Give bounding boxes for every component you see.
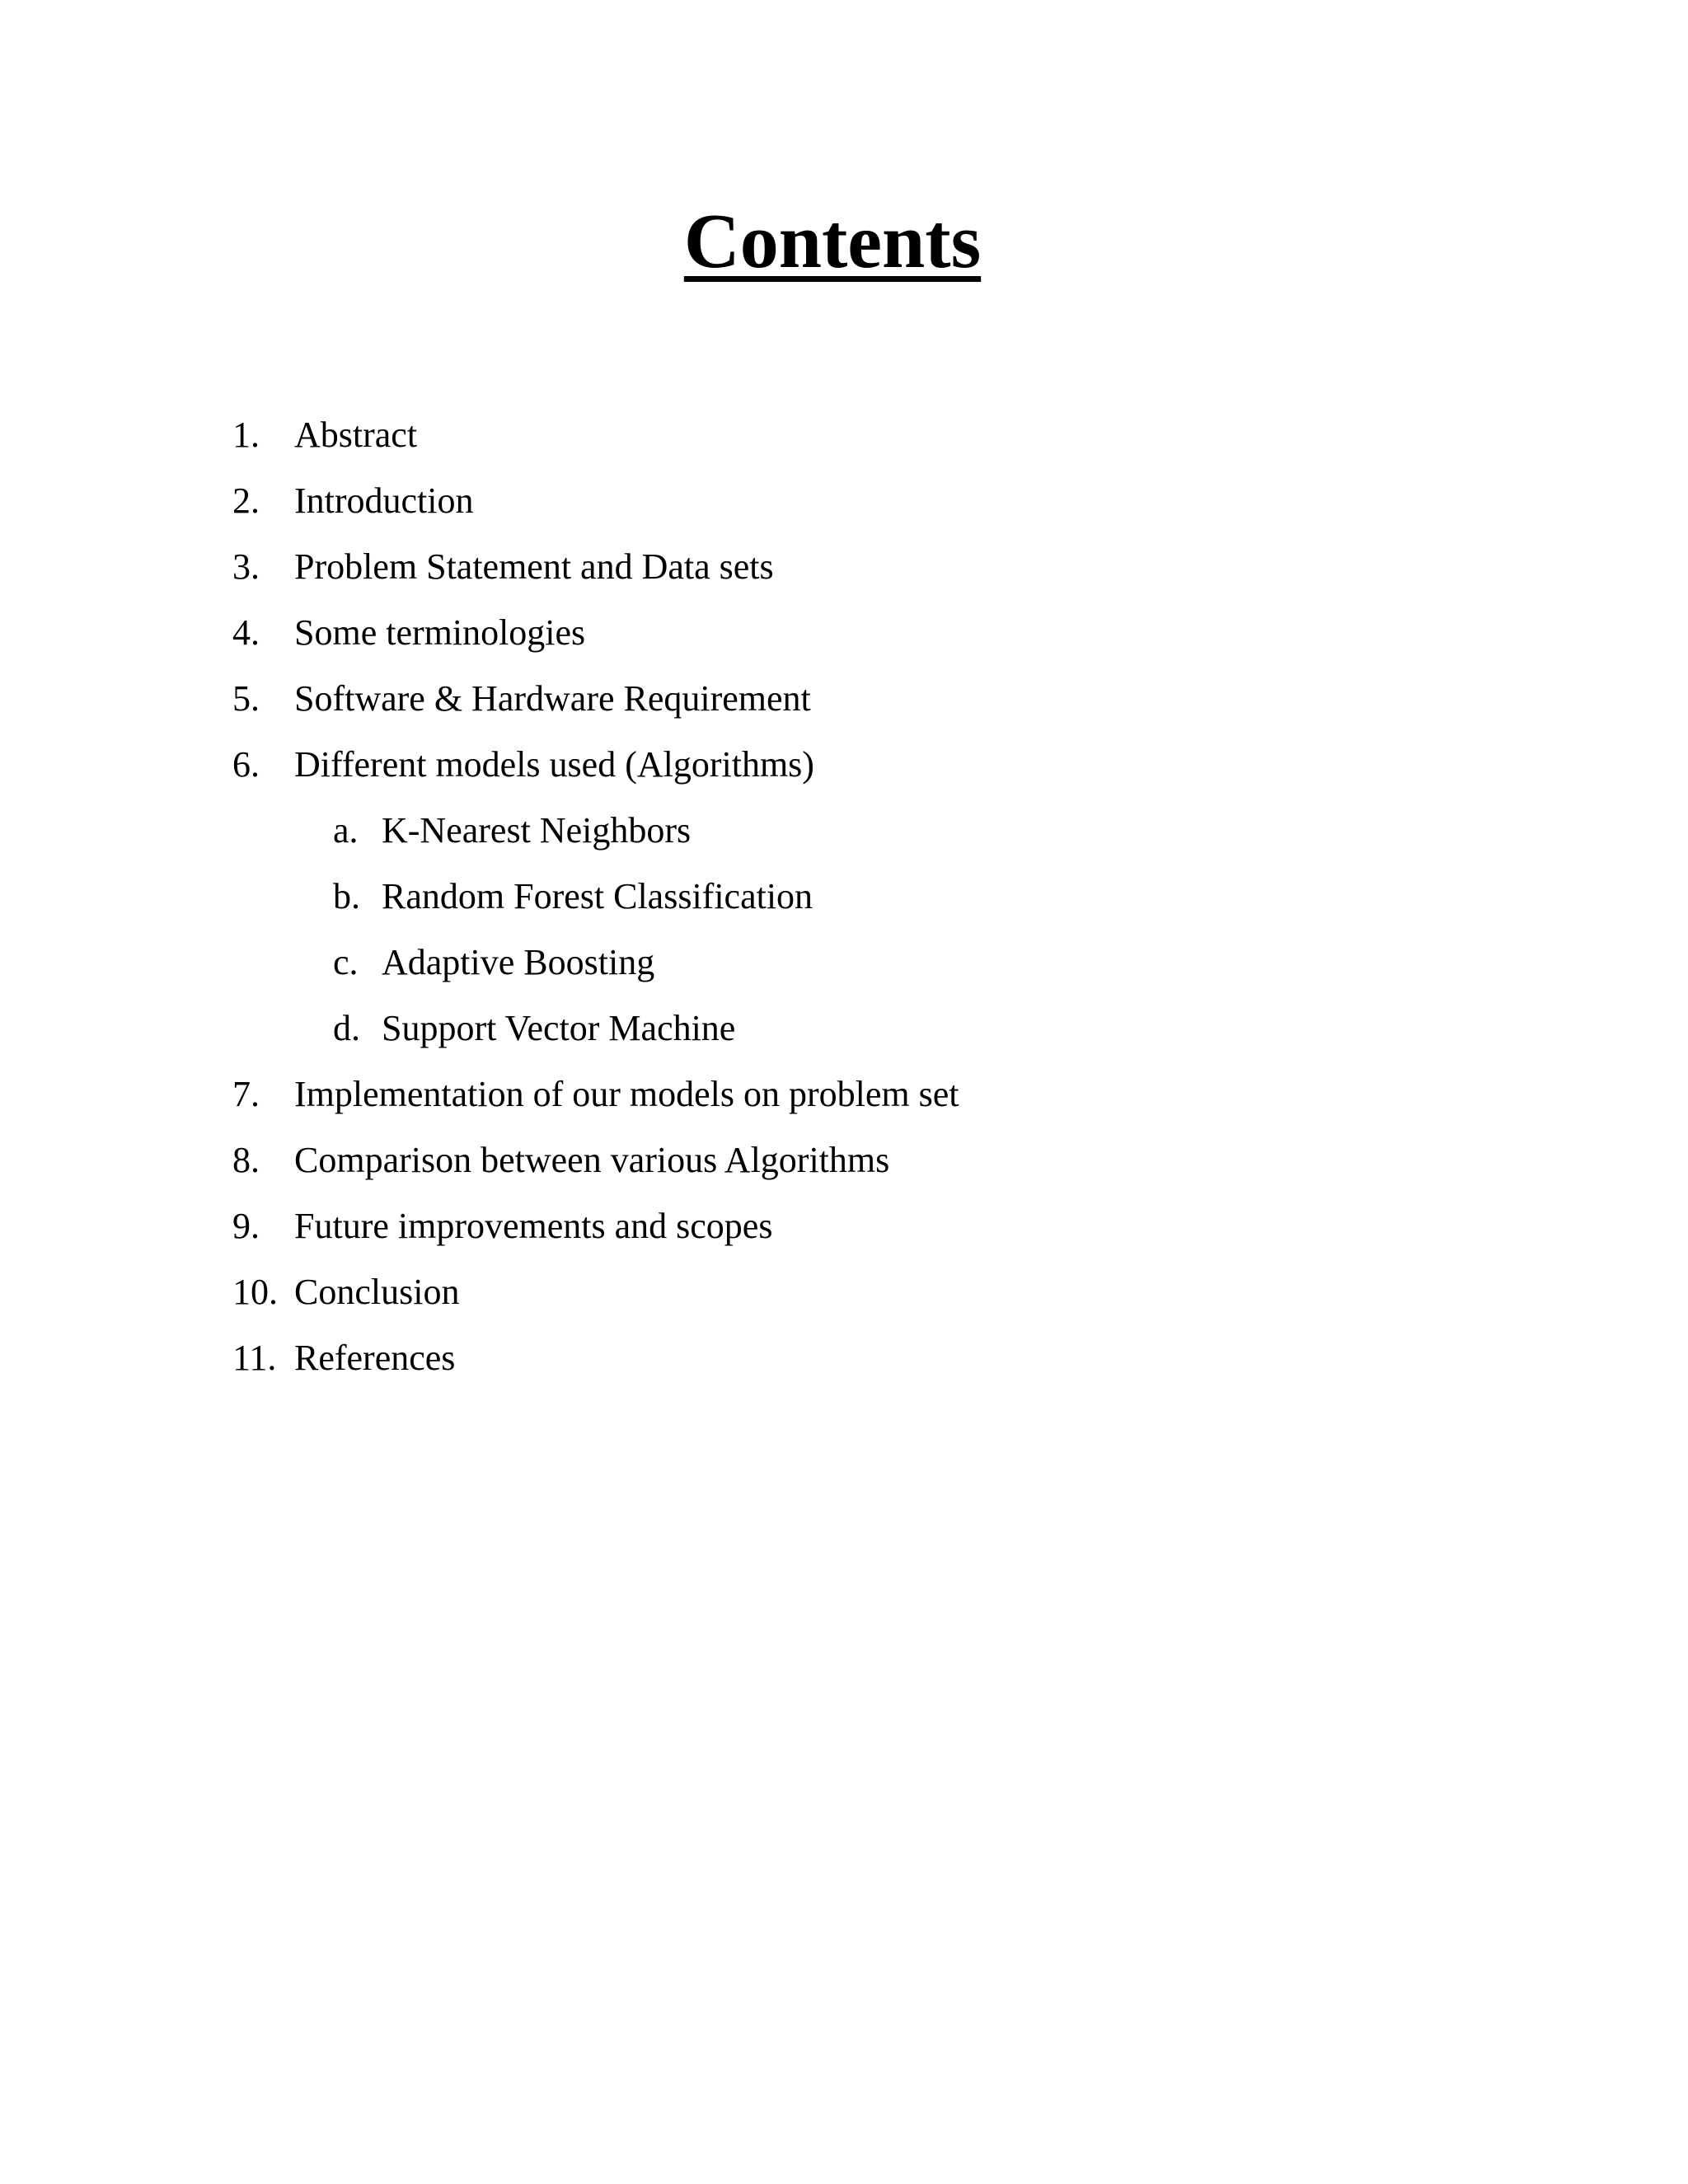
toc-subitem [0,869,1688,935]
toc-item-label: Implementation of our models on problem set [294,1074,959,1114]
toc-item [0,1133,1688,1199]
toc-subitem [0,935,1688,1001]
toc-item-label: References [294,1338,456,1378]
toc-item-number: 11. [232,1338,277,1378]
toc-item-number: 8. [232,1140,260,1180]
toc-item-number: 4. [232,612,260,653]
toc-item-label: Abstract [294,415,418,455]
toc-subitem [0,1001,1688,1067]
toc-item-number: 10. [232,1272,278,1312]
toc-item [0,1067,1688,1133]
toc-item [0,474,1688,540]
toc-item-label: Future improvements and scopes [294,1206,773,1246]
toc-item [0,738,1688,804]
toc-subitem [0,804,1688,869]
toc-item-label: Different models used (Algorithms) [294,744,814,785]
toc-item [0,1331,1688,1397]
toc-item [0,1199,1688,1265]
toc-subitem-label: K-Nearest Neighbors [382,810,692,851]
toc-subitem-letter: c. [333,942,359,982]
toc-subitem-letter: a. [333,810,359,851]
toc-subitem-label: Random Forest Classification [382,876,814,916]
page-title: Contents [683,199,982,284]
toc-item-number: 2. [232,480,260,521]
toc-subitem-label: Support Vector Machine [382,1008,736,1048]
toc-item-label: Problem Statement and Data sets [294,546,774,587]
toc-item-label: Some terminologies [294,612,586,653]
toc-item-number: 3. [232,546,260,587]
toc-item-label: Comparison between various Algorithms [294,1140,890,1180]
toc-item-number: 6. [232,744,260,785]
toc-item [0,606,1688,672]
toc-item [0,1265,1688,1331]
toc-item-number: 9. [232,1206,260,1246]
toc-item-label: Introduction [294,480,474,521]
table-of-contents [0,408,1688,1397]
toc-item [0,540,1688,606]
toc-subitem-letter: d. [333,1008,360,1048]
toc-item-number: 1. [232,415,260,455]
toc-item-number: 5. [232,678,260,719]
toc-subitem-letter: b. [333,876,360,916]
toc-item-label: Software & Hardware Requirement [294,678,811,719]
toc-item-number: 7. [232,1074,260,1114]
toc-item [0,408,1688,474]
toc-item [0,672,1688,738]
toc-item-label: Conclusion [294,1272,460,1312]
toc-subitem-label: Adaptive Boosting [382,942,655,982]
